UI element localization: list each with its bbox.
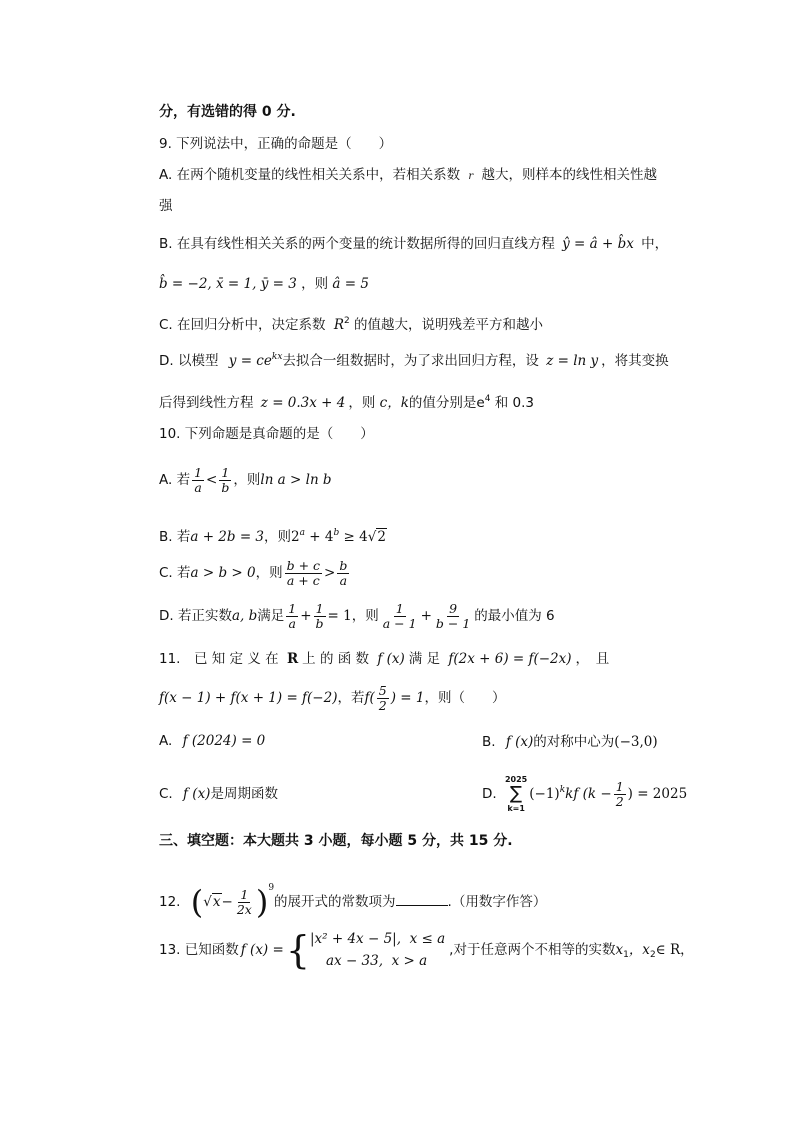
frac-num: b (339, 557, 348, 573)
right-paren: ) (255, 883, 269, 921)
q9-d-text5: ，则 (348, 395, 376, 411)
q10-c-frac2 (337, 559, 349, 588)
q13-post: ,对于任意两个不相等的实数 (449, 942, 616, 958)
frac-den: a + c (286, 572, 320, 588)
q11-condition1: f(2x + 6) = f(−2x) (448, 651, 572, 667)
q10-c-frac1 (285, 559, 322, 588)
q11-c-label: C. (159, 786, 173, 802)
q10-b-res3: ≥ 4 (339, 529, 368, 545)
q10-a-frac2 (219, 466, 231, 495)
q10-a-result: ln a > ln b (260, 472, 332, 488)
q11-b-point: (−3,0) (614, 734, 658, 750)
frac-num: 1 (615, 778, 624, 794)
q9-b-text3: ，则 (301, 276, 329, 292)
q9-d-text4: 后得到线性方程 (159, 395, 254, 411)
q10-b-sqrt: 2 (377, 529, 386, 545)
q10-d-frac4 (434, 602, 472, 631)
q9-c-text1: C. 在回归分析中，决定系数 (159, 317, 326, 333)
q11-option-c (159, 785, 278, 803)
q13-pre: 13. 已知函数 (159, 942, 239, 958)
q10-d-post: 的最小值为 6 (474, 608, 555, 624)
q11-cond3-frac (377, 684, 389, 713)
q9-d-model-sup: kx (271, 352, 283, 362)
left-brace: { (285, 928, 310, 972)
q10-a-post: ，则 (233, 472, 261, 488)
q11-condition2: f(x − 1) + f(x + 1) = f(−2) (159, 690, 338, 706)
q9-b-text2: 中， (641, 236, 669, 252)
q9-c-text2: 的值越大，说明残差平方和越小 (354, 317, 544, 333)
q10-option-c (159, 555, 351, 591)
left-paren: ( (190, 883, 204, 921)
q10-c-condition: a > b > 0 (190, 565, 256, 581)
frac-num: 1 (221, 464, 230, 480)
q10-b-res2: + 4 (305, 529, 334, 545)
q9-d-text1: D. 以模型 (159, 353, 219, 369)
plus-sign: + (300, 608, 312, 624)
q9-d-e: e (476, 395, 485, 411)
frac-den: 2 (615, 793, 624, 809)
q13-case2-expr: ax − 33, (326, 953, 384, 969)
frac-den: b − 1 (435, 615, 471, 631)
frac-num: 1 (315, 600, 324, 616)
q13-x2: ，x (628, 942, 650, 958)
frac-den: a (288, 615, 296, 631)
q9-c-sup: 2 (343, 316, 350, 326)
q9-d-substitution: z = ln y (546, 353, 599, 369)
q10-d-pre: D. 若正实数 (159, 608, 232, 624)
q13-tail: ∈ R， (655, 942, 694, 958)
q11-d-expr2: kf (k − (565, 786, 612, 802)
q9-option-d-cont (159, 390, 534, 412)
q9-b-result: â = 5 (332, 276, 369, 292)
q11-d-expr1: (−1) (529, 786, 560, 802)
q12-sqrt: √x (203, 894, 221, 910)
q11-option-b (482, 733, 658, 751)
q9-a-var: r (468, 171, 474, 182)
q9-b-equation: ŷ = â + b̂x (562, 236, 634, 252)
q10-option-d (159, 598, 555, 634)
frac-num: 1 (395, 600, 404, 616)
q10-b-res2-sup: b (333, 528, 340, 538)
q12-sqrt-x: x (212, 894, 221, 910)
q10-b-res1: 2 (291, 529, 300, 545)
q9-option-a-cont: 强 (159, 198, 173, 214)
q10-d-frac2 (314, 602, 326, 631)
q10-c-mid: ，则 (255, 565, 283, 581)
q11-stem5: ，若 (337, 690, 365, 706)
q13-case2 (310, 950, 445, 972)
q13 (159, 925, 694, 980)
q11-d-frac (614, 780, 626, 809)
q13-case1 (310, 928, 445, 950)
q9-d-vars: c，k (379, 395, 409, 411)
q9-option-c (159, 312, 543, 334)
answer-blank[interactable] (396, 893, 448, 906)
sigma-icon: ∑ (510, 783, 523, 804)
scoring-rule-tail: 分，有选错的得 0 分. (159, 104, 296, 120)
frac-num: 5 (378, 682, 387, 698)
q9-option-b (159, 235, 668, 253)
q11-cond3-post: ) = 1 (390, 690, 425, 706)
q10-c-pre: C. 若 (159, 565, 191, 581)
q11-option-d (482, 770, 687, 814)
q11-stem-line1 (159, 650, 609, 668)
plus-sign: + (420, 608, 432, 624)
q10-a-pre: A. 若 (159, 472, 191, 488)
q9-c-var: R (333, 317, 344, 333)
lt-sign: < (206, 472, 218, 488)
q13-case1-cond: x ≤ a (409, 931, 446, 947)
q12-tail: .（用数字作答） (447, 894, 547, 910)
q11-option-a (159, 732, 265, 750)
frac-den: a − 1 (382, 615, 417, 631)
q13-case2-cond: x > a (391, 953, 428, 969)
q9-d-text3: ，将其变换 (601, 353, 669, 369)
q9-d-linear: z = 0.3x + 4 (260, 395, 346, 411)
q11-d-label: D. (482, 786, 497, 802)
q11-real-set: R (286, 651, 299, 667)
q9-option-a (159, 166, 657, 186)
q10-b-pre: B. 若 (159, 529, 191, 545)
frac-den: a (339, 572, 348, 588)
frac-num: b + c (286, 557, 321, 573)
q13-cases (310, 928, 445, 972)
q10-b-condition: a + 2b = 3 (190, 529, 265, 545)
q13-fx: f (x) = (240, 942, 284, 958)
q11-d-sum (505, 774, 527, 814)
q9-a-text2: 越大，则样本的线性相关性越 (481, 167, 657, 183)
frac-num: 1 (240, 886, 249, 902)
q9-b-text1: B. 在具有线性相关关系的两个变量的统计数据所得的回归直线方程 (159, 236, 555, 252)
frac-num: 9 (449, 600, 458, 616)
q10-option-b: B. 若a + 2b = 3，则$2^a + 4^b \ge 4√2$ (159, 528, 386, 545)
q10-b-mid: ，则 (264, 529, 292, 545)
q11-b-text: 的对称中心为 (533, 734, 615, 750)
q11-cond3-pre: f( (364, 690, 375, 706)
frac-den: b (221, 479, 230, 495)
q9-d-text6: 的值分别是 (408, 395, 477, 411)
q10-d-frac1 (286, 602, 298, 631)
q11-b-label: B. (482, 734, 496, 750)
q11-a-label: A. (159, 733, 173, 749)
q11-stem3: 满 足 (408, 651, 441, 667)
q9-d-text7: 和 0.3 (494, 395, 535, 411)
q9-option-b-cont (159, 275, 369, 293)
q11-b-fx: f (x) (505, 734, 534, 750)
q11-stem1: 11. 已 知 定 义 在 (159, 651, 279, 667)
q9-d-model: y = ce (228, 353, 272, 369)
q9-d-text2: 去拟合一组数据时，为了求出回归方程，设 (282, 353, 539, 369)
minus-sign: − (221, 894, 233, 910)
q13-case1-expr: |x² + 4x − 5|, (310, 931, 401, 947)
gt-sign: > (324, 565, 336, 581)
q11-fx: f (x) (377, 651, 405, 667)
q10-option-a (159, 462, 332, 498)
q13-sub1: 1 (623, 950, 629, 960)
q12-frac (235, 888, 254, 917)
q9-stem: 9. 下列说法中，正确的命题是（ ） (159, 136, 393, 152)
frac-den: 2x (236, 901, 252, 917)
q12 (159, 868, 546, 922)
q12-text: 的展开式的常数项为 (274, 894, 396, 910)
q11-a-equation: f (2024) = 0 (182, 733, 266, 749)
equals-one: = 1 (327, 608, 352, 624)
q10-d-vars: a, b (231, 608, 258, 624)
q11-stem4: ， 且 (575, 651, 610, 667)
q10-stem: 10. 下列命题是真命题的是（ ） (159, 426, 374, 442)
q9-a-text1: A. 在两个随机变量的线性相关关系中，若相关系数 (159, 167, 461, 183)
q12-power: 9 (268, 883, 275, 893)
frac-den: 2 (378, 697, 387, 713)
q10-d-mid2: ，则 (351, 608, 379, 624)
q11-c-text: 是周期函数 (210, 786, 278, 802)
frac-num: 1 (194, 464, 203, 480)
q9-d-e-sup: 4 (484, 394, 491, 404)
q9-option-d (159, 348, 669, 370)
q11-d-expr1-sup: k (559, 785, 566, 795)
q11-stem2: 上 的 函 数 (302, 651, 370, 667)
sum-upper: 2025 (504, 775, 528, 784)
q10-b-res1-sup: a (299, 528, 305, 538)
q11-c-fx: f (x) (183, 786, 211, 802)
q10-d-frac3 (381, 602, 419, 631)
section-3-heading: 三、填空题：本大题共 3 小题，每小题 5 分，共 15 分. (159, 833, 513, 849)
q11-stem-line2 (159, 680, 505, 716)
frac-den: b (315, 615, 324, 631)
q10-d-mid: 满足 (257, 608, 285, 624)
q11-d-expr3: ) = 2025 (627, 786, 688, 802)
q12-number: 12. (159, 894, 181, 910)
q10-a-frac1 (192, 466, 204, 495)
sum-lower: k=1 (507, 804, 525, 813)
q13-x1: x (615, 942, 624, 958)
q9-b-condition: b̂ = −2, x̄ = 1, ȳ = 3 (159, 276, 297, 292)
frac-den: a (194, 479, 202, 495)
frac-num: 1 (288, 600, 297, 616)
q11-stem6: ，则（ ） (424, 690, 506, 706)
q13-sub2: 2 (649, 950, 656, 960)
